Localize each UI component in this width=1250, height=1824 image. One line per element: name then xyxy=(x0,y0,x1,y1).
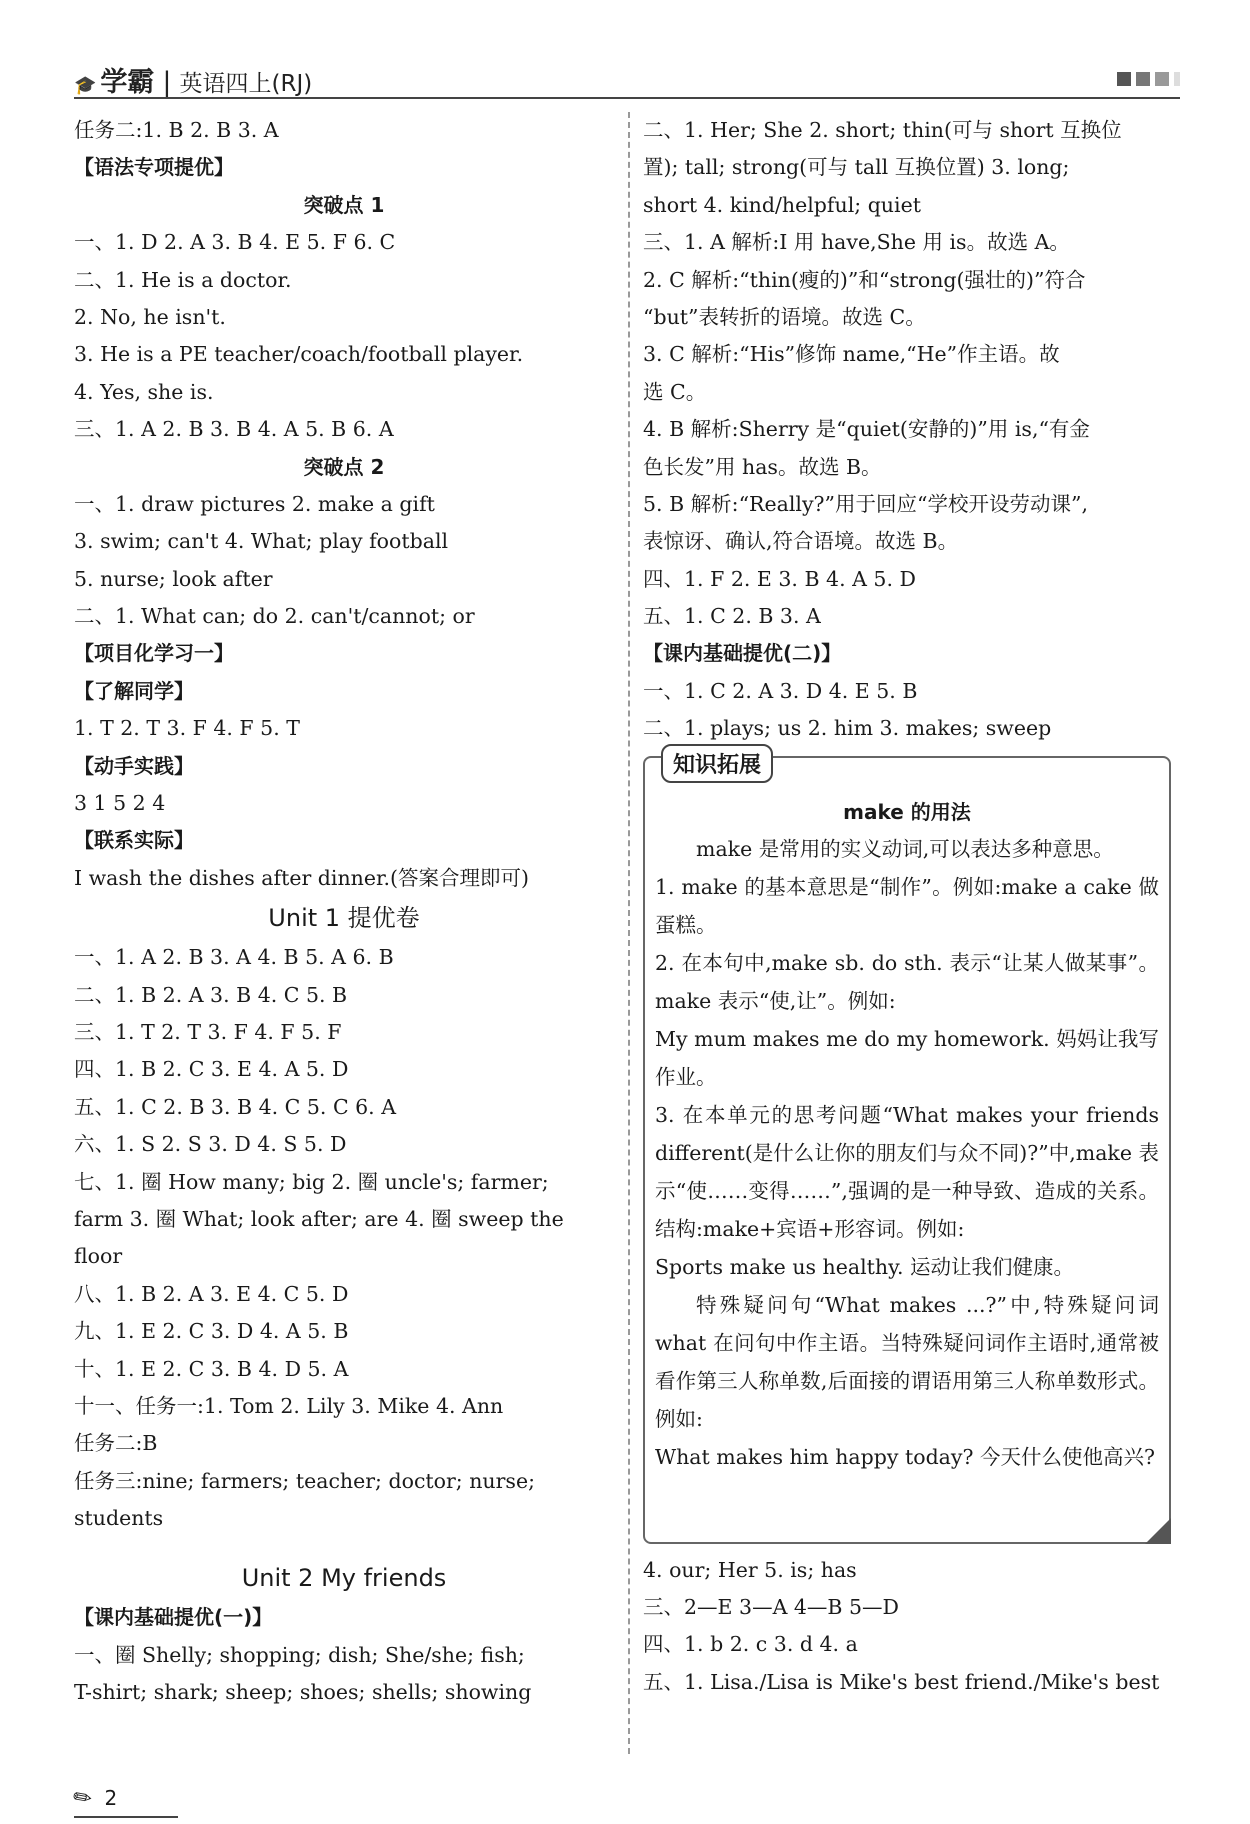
knowledge-box-title: make 的用法 xyxy=(843,799,971,824)
right-top-lines xyxy=(643,112,1180,748)
footer-rule xyxy=(74,1816,178,1818)
answer-line: T-shirt; shark; sheep; shoes; shells; showing xyxy=(74,1680,532,1705)
right-column xyxy=(643,112,1180,1701)
book-subtitle: 英语四上(RJ) xyxy=(179,71,313,97)
header-decoration xyxy=(1117,72,1180,86)
answer-line: 3. He is a PE teacher/coach/football player. xyxy=(74,342,524,367)
answer-line: 三、2—E 3—A 4—B 5—D xyxy=(643,1595,899,1620)
answer-line: 色长发”用 has。故选 B。 xyxy=(643,454,882,479)
knowledge-paragraph: make 是常用的实义动词,可以表达多种意思。 xyxy=(696,836,1114,861)
subsection-heading: 突破点 1 xyxy=(303,192,385,217)
knowledge-paragraph: 1. make 的基本意思是“制作”。例如:make a cake 做蛋糕。 xyxy=(655,874,1159,937)
knowledge-paragraph: 2. 在本句中,make sb. do sth. 表示“让某人做某事”。make 表示“使,让”。例如: xyxy=(655,950,1159,1013)
page-footer xyxy=(68,1782,118,1815)
answer-line: 八、1. B 2. A 3. E 4. C 5. D xyxy=(74,1281,349,1306)
knowledge-box xyxy=(643,752,1171,1544)
answer-line: 任务二:B xyxy=(74,1431,158,1456)
answer-line: 五、1. C 2. B 3. A xyxy=(643,604,821,629)
graduation-cap-icon: 🎓 xyxy=(74,75,97,96)
unit-title: Unit 1 提优卷 xyxy=(268,904,420,933)
answer-line: 选 C。 xyxy=(643,379,707,404)
left-column xyxy=(74,112,614,1712)
answer-line: 1. T 2. T 3. F 4. F 5. T xyxy=(74,716,300,741)
page-header xyxy=(74,52,1180,98)
section-heading: 【项目化学习一】 xyxy=(74,641,234,666)
answer-line: “but”表转折的语境。故选 C。 xyxy=(643,304,926,329)
answer-line: 六、1. S 2. S 3. D 4. S 5. D xyxy=(74,1132,347,1157)
answer-line: 一、1. draw pictures 2. make a gift xyxy=(74,491,435,516)
answer-line: 二、1. Her; She 2. short; thin(可与 short 互换位 xyxy=(643,118,1122,142)
answer-line: 二、1. What can; do 2. can't/cannot; or xyxy=(74,604,475,629)
answer-line: 四、1. b 2. c 3. d 4. a xyxy=(643,1632,858,1657)
answer-line: 3. C 解析:“His”修饰 name,“He”作主语。故 xyxy=(643,342,1060,367)
answer-line: I wash the dishes after dinner.(答案合理即可) xyxy=(74,865,530,890)
answer-line: 三、1. A 2. B 3. B 4. A 5. B 6. A xyxy=(74,417,394,442)
answer-line: 二、1. plays; us 2. him 3. makes; sweep xyxy=(643,716,1052,741)
knowledge-paragraph: Sports make us healthy. 运动让我们健康。 xyxy=(655,1254,1074,1279)
answer-line: 表惊讶、确认,符合语境。故选 B。 xyxy=(643,529,959,554)
right-bottom-lines xyxy=(643,1552,1180,1702)
answer-line: 五、1. C 2. B 3. B 4. C 5. C 6. A xyxy=(74,1094,397,1119)
answer-line: 二、1. B 2. A 3. B 4. C 5. B xyxy=(74,982,348,1007)
answer-line: 一、圈 Shelly; shopping; dish; She/she; fish; xyxy=(74,1642,525,1667)
knowledge-box-body xyxy=(655,830,1159,1476)
knowledge-paragraph: My mum makes me do my homework. 妈妈让我写作业。 xyxy=(655,1026,1159,1089)
answer-line: 四、1. B 2. C 3. E 4. A 5. D xyxy=(74,1057,349,1082)
section-heading: 【语法专项提优】 xyxy=(74,155,234,180)
answer-line: 十一、任务一:1. Tom 2. Lily 3. Mike 4. Ann xyxy=(74,1393,504,1418)
answer-line: 3. swim; can't 4. What; play football xyxy=(74,529,449,554)
answer-line: 五、1. Lisa./Lisa is Mike's best friend./Mike's best xyxy=(643,1669,1160,1694)
answer-line: 四、1. F 2. E 3. B 4. A 5. D xyxy=(643,566,916,591)
answer-line: 2. C 解析:“thin(瘦的)”和“strong(强壮的)”符合 xyxy=(643,267,1086,292)
answer-line: 二、1. He is a doctor. xyxy=(74,267,292,292)
section-heading: 【动手实践】 xyxy=(74,753,194,778)
answer-line: 4. our; Her 5. is; has xyxy=(643,1557,857,1582)
answer-line: 十、1. E 2. C 3. B 4. D 5. A xyxy=(74,1356,349,1381)
column-divider xyxy=(628,112,630,1754)
knowledge-paragraph: 特殊疑问句“What makes ...?”中,特殊疑问词 what 在问句中作主语。当特殊疑问词作主语时,通常被看作第三人称单数,后面接的谓语用第三人称单数形式。例如: xyxy=(655,1292,1159,1431)
knowledge-box-tag: 知识拓展 xyxy=(661,744,773,783)
knowledge-paragraph: 3. 在本单元的思考问题“What makes your friends different(是什么让你的朋友们与众不同)?”中,make 表示“使……变得……”,强调的是一种导致、造成的关系。结构:make+宾语+形容词。例如: xyxy=(655,1102,1159,1241)
answer-line: 七、1. 圈 How many; big 2. 圈 uncle's; farmer; xyxy=(74,1169,549,1194)
answer-line: 一、1. D 2. A 3. B 4. E 5. F 6. C xyxy=(74,230,396,255)
page-corner-icon xyxy=(1145,1518,1171,1544)
spacer xyxy=(74,1537,614,1557)
answer-line: 一、1. A 2. B 3. A 4. B 5. A 6. B xyxy=(74,945,394,970)
answer-line: 置); tall; strong(可与 tall 互换位置) 3. long; xyxy=(643,155,1070,180)
section-heading: 【了解同学】 xyxy=(74,678,194,703)
subsection-heading: 突破点 2 xyxy=(303,454,385,479)
page-number: 2 xyxy=(104,1786,118,1810)
answer-line: 4. B 解析:Sherry 是“quiet(安静的)”用 is,“有金 xyxy=(643,417,1090,442)
answer-line: 三、1. A 解析:I 用 have,She 用 is。故选 A。 xyxy=(643,230,1070,255)
answer-line: 5. B 解析:“Really?”用于回应“学校开设劳动课”, xyxy=(643,491,1088,516)
answer-line: 九、1. E 2. C 3. D 4. A 5. B xyxy=(74,1319,349,1344)
pencil-icon: ✎ xyxy=(68,1782,98,1815)
brand-name: 学霸 xyxy=(100,67,155,98)
answer-line: 任务二:1. B 2. B 3. A xyxy=(74,118,279,142)
answer-line: short 4. kind/helpful; quiet xyxy=(643,192,921,217)
unit-title: Unit 2 My friends xyxy=(241,1564,447,1593)
answer-line: 4. Yes, she is. xyxy=(74,379,214,404)
answer-line: farm 3. 圈 What; look after; are 4. 圈 sweep the xyxy=(74,1206,564,1231)
answer-line: 5. nurse; look after xyxy=(74,566,273,591)
answer-line: 3 1 5 2 4 xyxy=(74,791,166,816)
brand: 🎓 学霸 | 英语四上(RJ) xyxy=(74,67,313,98)
section-heading: 【课内基础提优(二)】 xyxy=(643,641,842,666)
answer-line: 三、1. T 2. T 3. F 4. F 5. F xyxy=(74,1019,342,1044)
answer-line: floor xyxy=(74,1244,123,1269)
answer-line: students xyxy=(74,1506,164,1531)
section-heading: 【课内基础提优(一)】 xyxy=(74,1605,273,1630)
answer-line: 任务三:nine; farmers; teacher; doctor; nurse; xyxy=(74,1468,535,1493)
header-rule xyxy=(74,97,1180,99)
section-heading: 【联系实际】 xyxy=(74,828,194,853)
answer-line: 2. No, he isn't. xyxy=(74,304,226,329)
knowledge-paragraph: What makes him happy today? 今天什么使他高兴? xyxy=(655,1444,1155,1469)
answer-line: 一、1. C 2. A 3. D 4. E 5. B xyxy=(643,678,918,703)
